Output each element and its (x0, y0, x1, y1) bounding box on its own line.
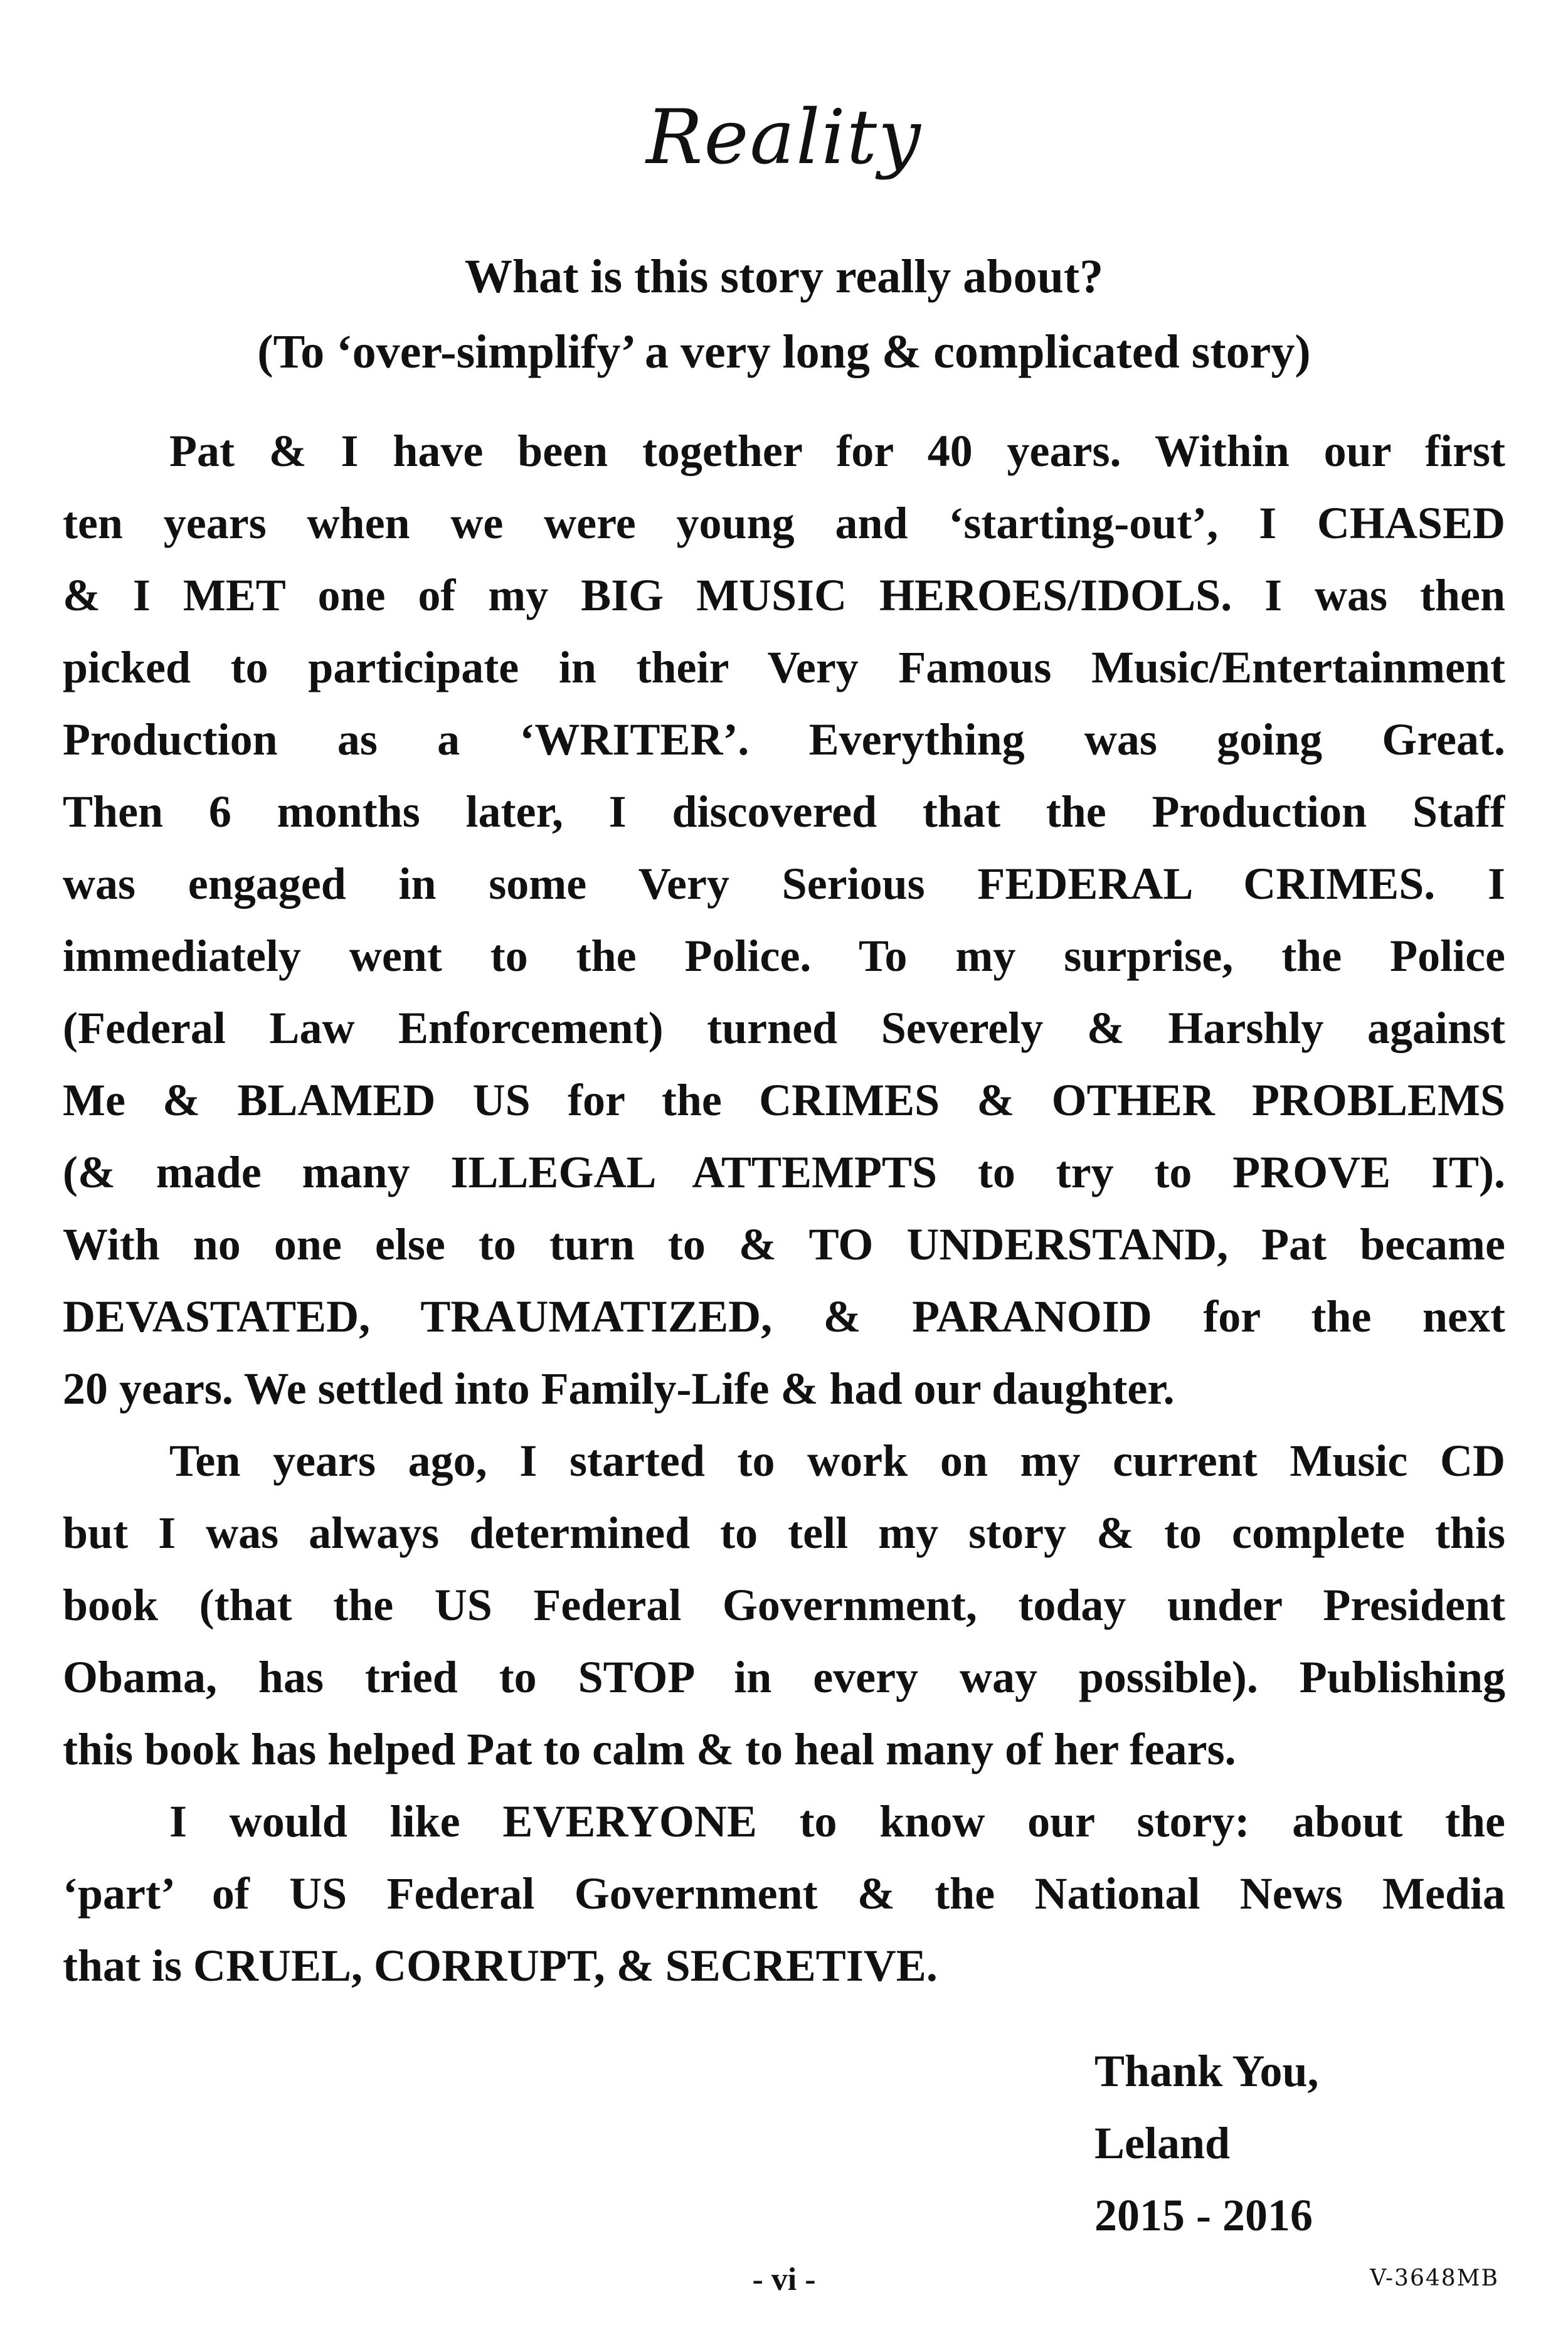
paragraph-line: I would like EVERYONE to know our story: about the (169, 1796, 1505, 1846)
paragraph-line: Obama, has tried to STOP in every way possible). Publishing (63, 1652, 1505, 1702)
subheading-note: (To ‘over-simplify’ a very long & complicated story) (257, 326, 1311, 378)
paragraph-line: but I was always determined to tell my story & to complete this (63, 1508, 1505, 1558)
paragraph-line: & I MET one of my BIG MUSIC HEROES/IDOLS. I was then (63, 570, 1505, 620)
paragraph-line: (& made many ILLEGAL ATTEMPTS to try to PROVE IT). (63, 1147, 1505, 1197)
catalog-code: V-3648MB (1370, 2265, 1499, 2291)
paragraph-line: book (that the US Federal Government, today under President (63, 1580, 1505, 1630)
paragraph-1 (63, 415, 1505, 1425)
paragraph-line: Production as a ‘WRITER’. Everything was going Great. (63, 714, 1505, 765)
signature-name: Leland (1094, 2118, 1231, 2168)
paragraph-line: this book has helped Pat to calm & to heal many of her fears. (63, 1724, 1236, 1774)
paragraph-line: immediately went to the Police. To my surprise, the Police (63, 931, 1505, 981)
paragraph-line: 20 years. We settled into Family-Life & had our daughter. (63, 1364, 1175, 1414)
signature-block (1094, 2035, 1319, 2252)
paragraph-line: Me & BLAMED US for the CRIMES & OTHER PROBLEMS (63, 1075, 1505, 1125)
paragraph-line: Pat & I have been together for 40 years. Within our first (169, 426, 1505, 476)
paragraph-line: (Federal Law Enforcement) turned Severely & Harshly against (63, 1003, 1505, 1053)
page-title: Reality (646, 94, 922, 181)
subheading-question: What is this story really about? (464, 250, 1104, 303)
paragraph-line: ‘part’ of US Federal Government & the National News Media (63, 1868, 1505, 1919)
paragraph-line: that is CRUEL, CORRUPT, & SECRETIVE. (63, 1941, 938, 1991)
paragraph-3 (63, 1786, 1505, 2002)
paragraph-line: Ten years ago, I started to work on my current Music CD (169, 1436, 1505, 1486)
signature-closing: Thank You, (1094, 2046, 1319, 2096)
paragraph-line: was engaged in some Very Serious FEDERAL CRIMES. I (63, 859, 1505, 909)
paragraph-line: With no one else to turn to & TO UNDERSTAND, Pat became (63, 1219, 1505, 1269)
paragraph-line: ten years when we were young and ‘starting-out’, I CHASED (63, 498, 1505, 548)
paragraph-line: Then 6 months later, I discovered that the Production Staff (63, 787, 1505, 837)
paragraph-line: picked to participate in their Very Famous Music/Entertainment (63, 642, 1505, 692)
paragraph-line: DEVASTATED, TRAUMATIZED, & PARANOID for the next (63, 1291, 1505, 1342)
paragraph-2 (63, 1425, 1505, 1786)
signature-date: 2015 - 2016 (1094, 2190, 1313, 2240)
page-number: - vi - (752, 2262, 816, 2297)
